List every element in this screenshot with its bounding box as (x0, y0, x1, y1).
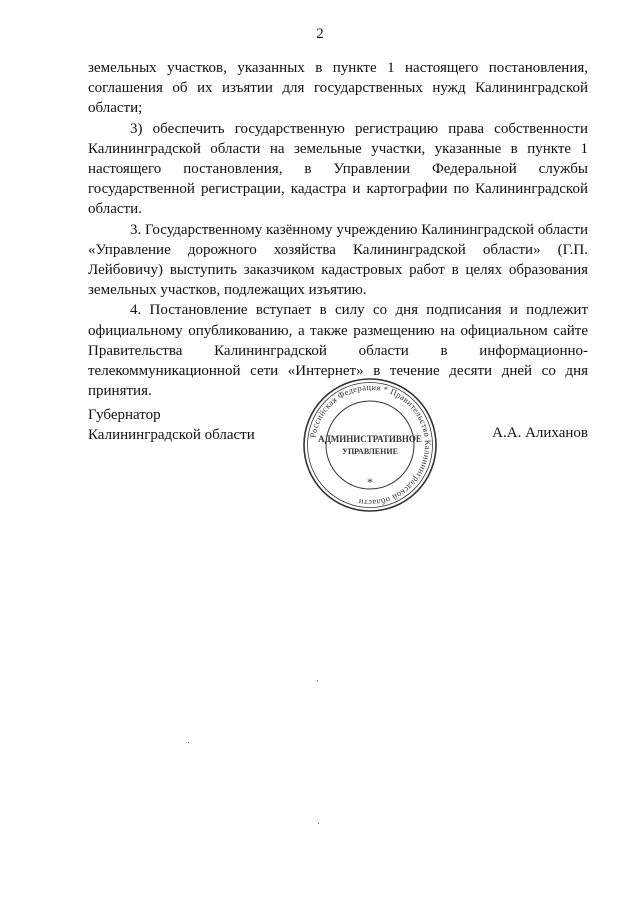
official-seal (301, 376, 439, 514)
seal-star: * (367, 475, 373, 489)
scan-speck (188, 742, 189, 743)
seal-graphic (301, 376, 439, 514)
signatory-title-line1: Губернатор (88, 407, 161, 423)
scan-speck (317, 680, 318, 681)
page-number: 2 (316, 26, 324, 42)
paragraph-clause-4: 4. Постановление вступает в силу со дня подписания и подлежит официальному опубликованию, а также размещению на официальном сайте Правительства Калининградской области в информационно-телекоммуникационной сети «Интернет» в течение десяти дней со дня принятия. (88, 302, 588, 400)
seal-center-line1: АДМИНИСТРАТИВНОЕ (318, 434, 422, 444)
signatory-title (88, 405, 255, 445)
paragraph-item-3-registration: 3) обеспечить государственную регистрацию права собственности Калининградской области на земельные участки, указанные в пункте 1 настоящего постановления, в Управлении Федеральной службы государственной регистрации, кадастра и картографии по Калининградской области. (88, 120, 588, 218)
document-body (88, 58, 588, 401)
paragraph-clause-3: 3. Государственному казённому учреждению Калининградской области «Управление дорожного хозяйства Калининградской области» (Г.П. Лейбовичу) выступить заказчиком кадастровых работ в целях образования земельных участков, подлежащих изъятию. (88, 221, 588, 299)
seal-outer-text: Российская Федерация * Правительство Калининградской области (307, 381, 434, 509)
signatory-name: А.А. Алиханов (492, 425, 588, 441)
paragraph-continuation: земельных участков, указанных в пункте 1 настоящего постановления, соглашения об их изъятии для государственных нужд Калининградской области; (88, 60, 588, 117)
scan-speck (318, 823, 319, 824)
seal-center-line2: УПРАВЛЕНИЕ (342, 447, 398, 456)
signatory-title-line2: Калининградской области (88, 427, 255, 443)
